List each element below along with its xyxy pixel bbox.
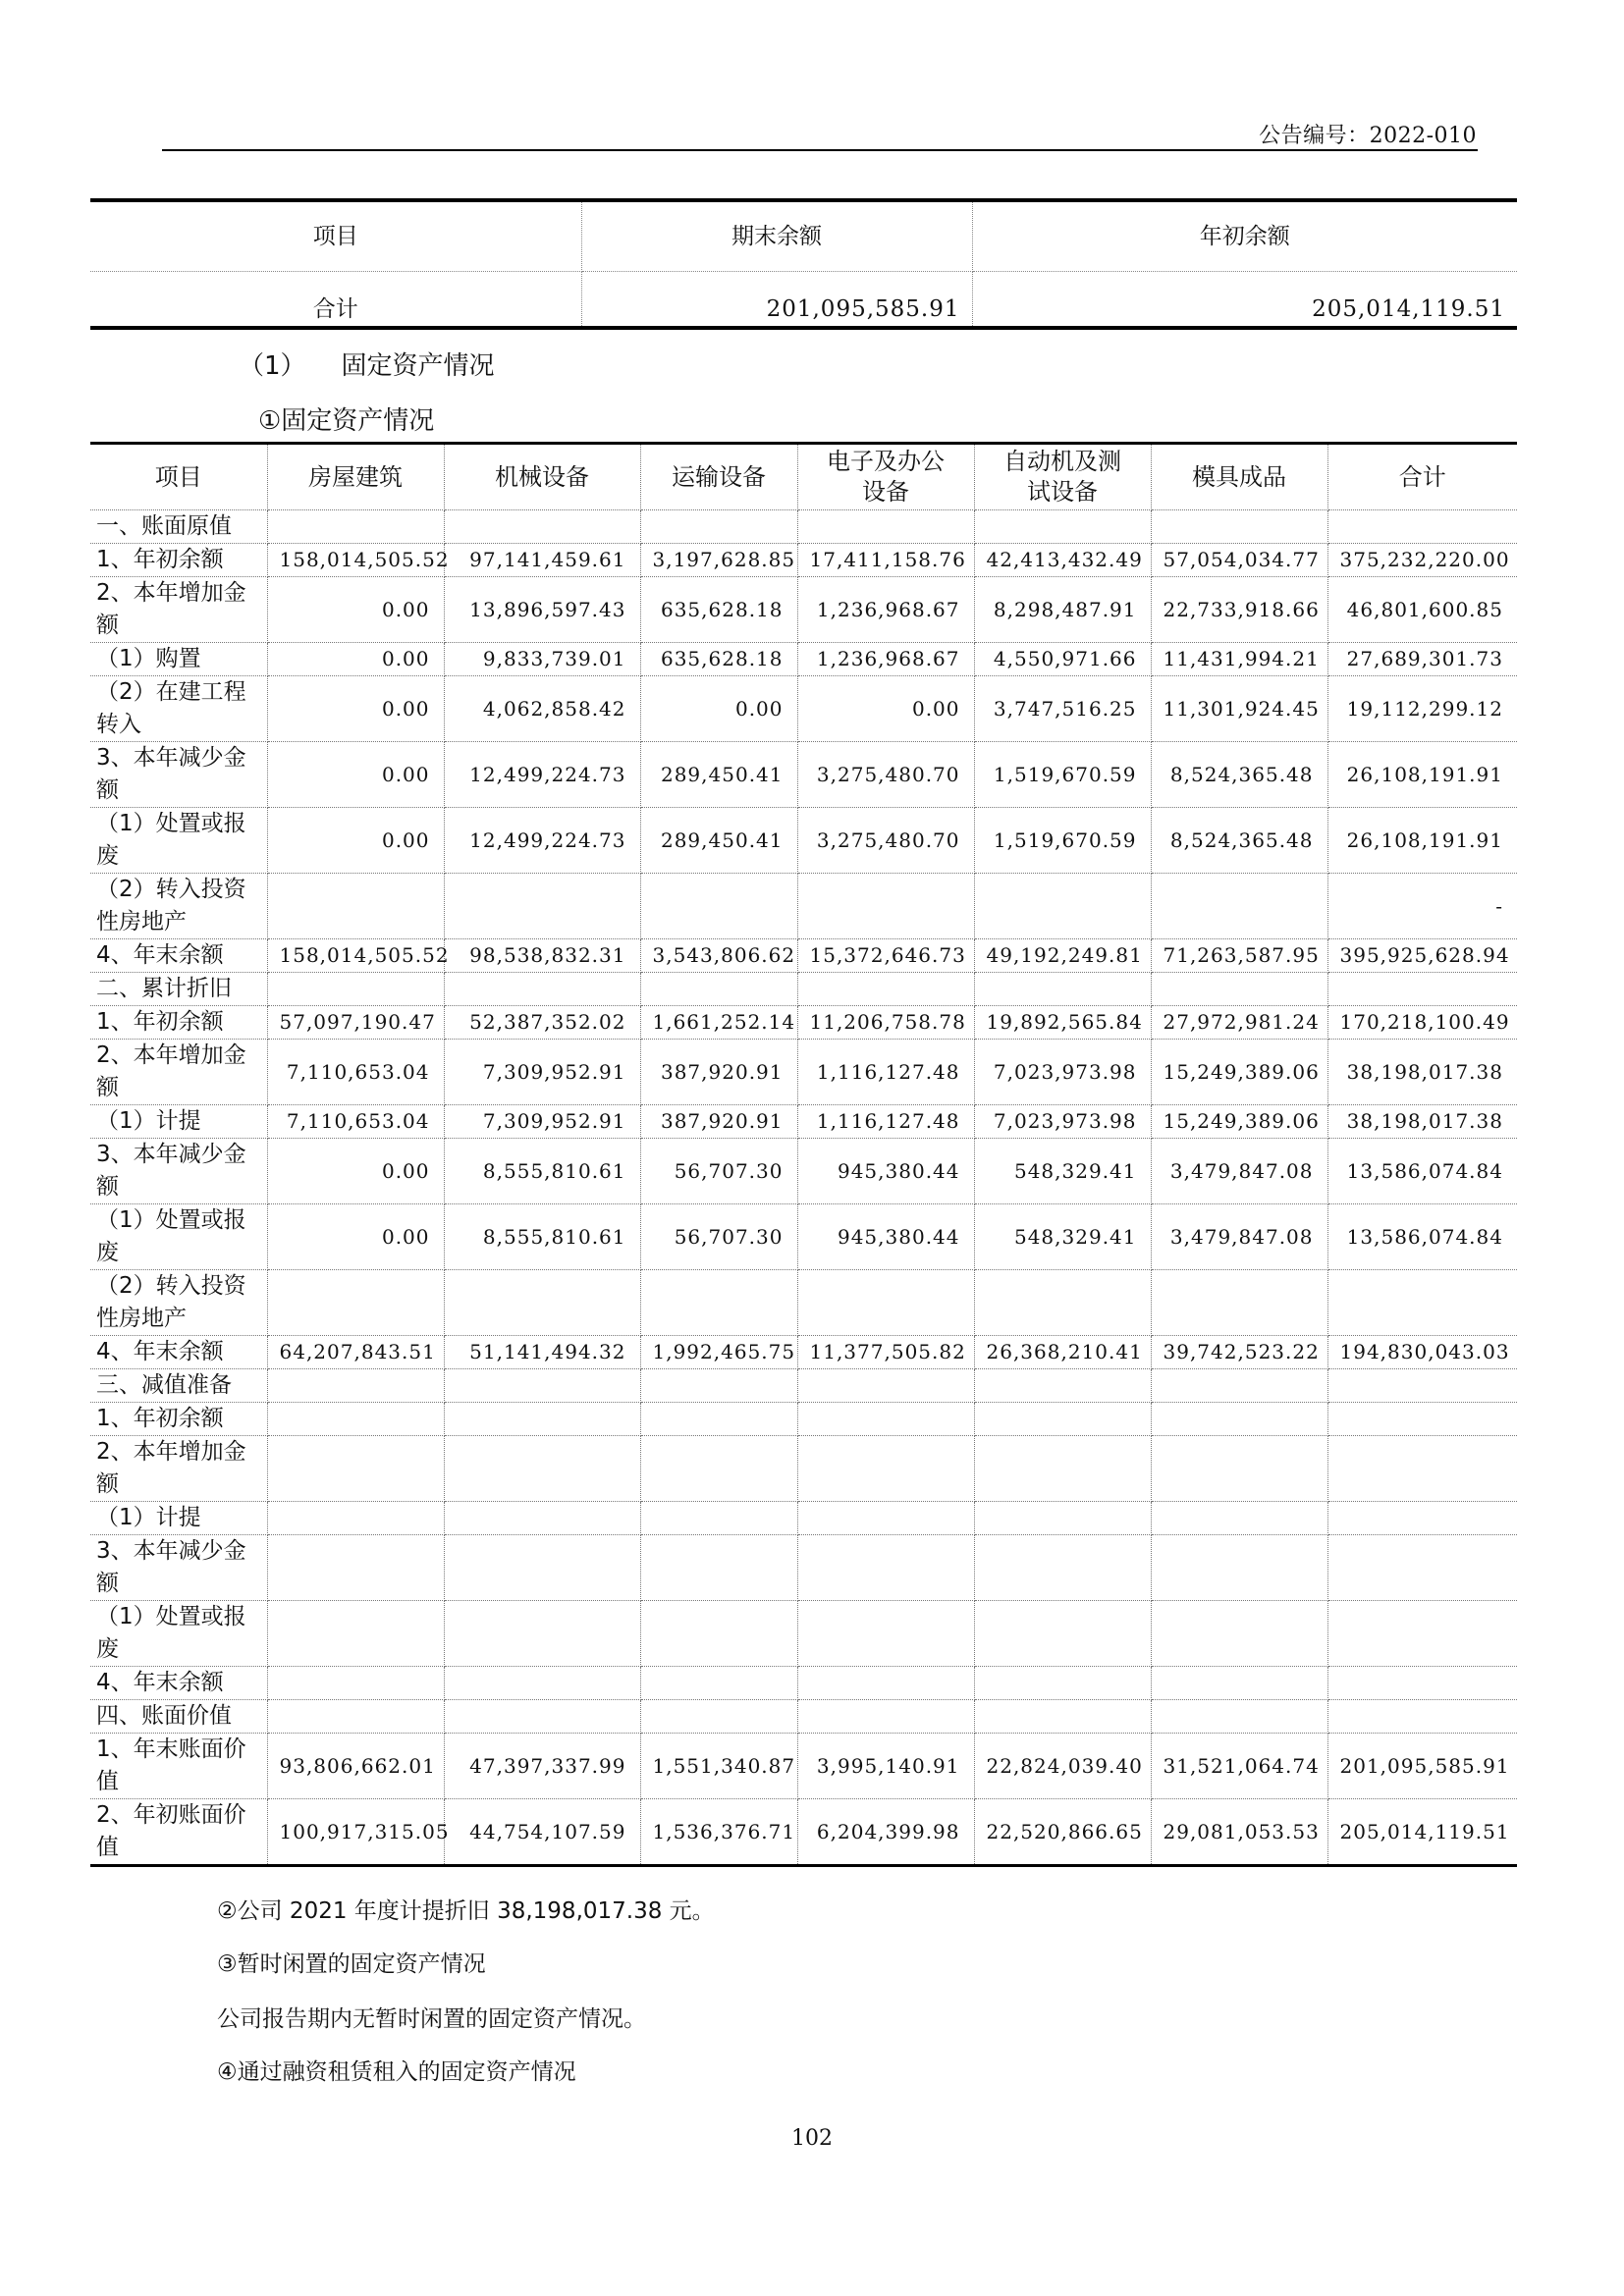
fixed-assets-table [90,442,1517,1867]
table-cell [267,1369,444,1403]
table-cell: 3,275,480.70 [797,808,974,874]
table-cell: 3,543,806.62 [640,939,797,973]
table-cell [797,1436,974,1502]
table-cell [974,1667,1151,1700]
table-cell: 27,689,301.73 [1327,643,1517,676]
section-number: （1） [239,351,306,381]
table-cell: 548,329.41 [974,1204,1151,1270]
summary-header-item: 项目 [90,200,581,272]
table-cell: 0.00 [267,742,444,808]
table-row [90,939,1517,973]
row-label: （1）处置或报废 [90,1204,267,1270]
table-cell: 6,204,399.98 [797,1799,974,1866]
table-cell: 205,014,119.51 [1327,1799,1517,1866]
table-cell: 38,198,017.38 [1327,1105,1517,1139]
table-cell: 39,742,523.22 [1151,1336,1327,1369]
table-cell: 1,519,670.59 [974,742,1151,808]
section-subheading: ①固定资产情况 [258,406,435,436]
table-cell [444,1601,640,1667]
table-row [90,510,1517,544]
table-cell [640,1369,797,1403]
summary-total-label: 合计 [90,272,581,329]
table-cell: 4,550,971.66 [974,643,1151,676]
table-row [90,1270,1517,1336]
row-label: （2）转入投资性房地产 [90,1270,267,1336]
row-label: 1、年初余额 [90,544,267,577]
summary-table [90,198,1517,330]
table-cell: 97,141,459.61 [444,544,640,577]
table-cell [267,1700,444,1734]
table-cell [640,1436,797,1502]
table-cell [1151,1403,1327,1436]
table-cell: 0.00 [267,1139,444,1204]
column-header: 合计 [1327,444,1517,510]
table-row [90,676,1517,742]
table-cell: 3,747,516.25 [974,676,1151,742]
table-cell [267,874,444,939]
table-cell [1327,1535,1517,1601]
table-cell: 548,329.41 [974,1139,1151,1204]
table-cell: 26,108,191.91 [1327,742,1517,808]
table-cell: 945,380.44 [797,1139,974,1204]
table-cell [1327,1369,1517,1403]
table-cell: 98,538,832.31 [444,939,640,973]
row-label: （1）购置 [90,643,267,676]
table-cell [444,1667,640,1700]
table-cell [1327,1270,1517,1336]
row-label: 4、年末余额 [90,1667,267,1700]
table-cell: 22,520,866.65 [974,1799,1151,1866]
table-cell: 8,298,487.91 [974,577,1151,643]
table-cell: 57,054,034.77 [1151,544,1327,577]
table-cell: 15,249,389.06 [1151,1040,1327,1105]
table-cell: 7,023,973.98 [974,1040,1151,1105]
row-label: 3、本年减少金额 [90,742,267,808]
table-cell [1327,1700,1517,1734]
table-cell: 8,555,810.61 [444,1204,640,1270]
table-row [90,1436,1517,1502]
column-header: 运输设备 [640,444,797,510]
table-cell [797,973,974,1006]
table-cell [267,1601,444,1667]
row-label: 2、年初账面价值 [90,1799,267,1866]
table-cell [444,874,640,939]
table-cell: 4,062,858.42 [444,676,640,742]
table-cell [974,1403,1151,1436]
table-cell: 64,207,843.51 [267,1336,444,1369]
table-cell [640,874,797,939]
table-row [90,742,1517,808]
table-cell [797,1667,974,1700]
table-cell: 1,519,670.59 [974,808,1151,874]
column-header: 机械设备 [444,444,640,510]
table-row [90,577,1517,643]
table-cell: 17,411,158.76 [797,544,974,577]
table-cell [974,1436,1151,1502]
table-cell: 201,095,585.91 [1327,1734,1517,1799]
table-cell [974,1535,1151,1601]
row-label: （1）计提 [90,1502,267,1535]
table-row [90,544,1517,577]
table-row [90,1369,1517,1403]
table-cell: 3,479,847.08 [1151,1139,1327,1204]
table-cell [444,1700,640,1734]
summary-header-end: 期末余额 [581,200,972,272]
table-cell [267,1667,444,1700]
row-label: （2）转入投资性房地产 [90,874,267,939]
table-cell [640,1535,797,1601]
table-cell [974,1700,1151,1734]
table-cell [267,1270,444,1336]
table-cell: 0.00 [267,643,444,676]
table-cell: 31,521,064.74 [1151,1734,1327,1799]
table-cell: 1,116,127.48 [797,1040,974,1105]
table-row [90,808,1517,874]
table-cell: 1,116,127.48 [797,1105,974,1139]
table-cell: 44,754,107.59 [444,1799,640,1866]
table-cell: 19,892,565.84 [974,1006,1151,1040]
table-cell: 11,206,758.78 [797,1006,974,1040]
table-cell [1151,1700,1327,1734]
table-cell: 22,824,039.40 [974,1734,1151,1799]
row-label: （1）处置或报废 [90,1601,267,1667]
table-cell: 51,141,494.32 [444,1336,640,1369]
table-cell [640,1601,797,1667]
table-cell [640,1270,797,1336]
table-cell: 52,387,352.02 [444,1006,640,1040]
table-cell: 0.00 [797,676,974,742]
table-cell: 194,830,043.03 [1327,1336,1517,1369]
table-cell: 7,110,653.04 [267,1040,444,1105]
table-cell: 0.00 [267,1204,444,1270]
table-cell [1327,1667,1517,1700]
table-cell: 19,112,299.12 [1327,676,1517,742]
table-cell: 26,368,210.41 [974,1336,1151,1369]
table-cell [974,510,1151,544]
table-cell [974,1601,1151,1667]
note-depreciation: ②公司 2021 年度计提折旧 38,198,017.38 元。 [217,1898,715,1924]
table-cell [444,1502,640,1535]
table-row [90,1336,1517,1369]
table-cell [640,1502,797,1535]
table-cell: 13,896,597.43 [444,577,640,643]
table-row [90,1734,1517,1799]
table-cell: - [1327,874,1517,939]
table-cell [267,1403,444,1436]
table-cell: 93,806,662.01 [267,1734,444,1799]
summary-total-begin: 205,014,119.51 [1312,296,1505,322]
table-cell [267,1535,444,1601]
row-label: （1）计提 [90,1105,267,1139]
row-label: 3、本年减少金额 [90,1139,267,1204]
table-row [90,1105,1517,1139]
table-cell [444,510,640,544]
row-label: 2、本年增加金额 [90,1436,267,1502]
note-idle-none: 公司报告期内无暂时闲置的固定资产情况。 [217,2006,646,2032]
table-cell: 13,586,074.84 [1327,1139,1517,1204]
row-label: 二、累计折旧 [90,973,267,1006]
table-cell: 1,992,465.75 [640,1336,797,1369]
row-label: 2、本年增加金额 [90,577,267,643]
table-cell: 170,218,100.49 [1327,1006,1517,1040]
table-cell: 3,197,628.85 [640,544,797,577]
table-row [90,1601,1517,1667]
table-row [90,1667,1517,1700]
table-cell [444,1535,640,1601]
table-cell [1327,1436,1517,1502]
column-header: 房屋建筑 [267,444,444,510]
table-cell: 27,972,981.24 [1151,1006,1327,1040]
column-header: 模具成品 [1151,444,1327,510]
table-cell [267,510,444,544]
table-cell [1151,874,1327,939]
table-cell: 13,586,074.84 [1327,1204,1517,1270]
table-row [90,1403,1517,1436]
table-cell: 387,920.91 [640,1040,797,1105]
row-label: 4、年末余额 [90,1336,267,1369]
table-cell [974,1502,1151,1535]
table-cell: 7,309,952.91 [444,1105,640,1139]
summary-header-row [90,200,1517,272]
table-cell: 7,309,952.91 [444,1040,640,1105]
row-label: 3、本年减少金额 [90,1535,267,1601]
table-cell [797,1601,974,1667]
table-cell: 0.00 [640,676,797,742]
table-cell [1151,1369,1327,1403]
table-cell [797,1403,974,1436]
table-cell: 1,536,376.71 [640,1799,797,1866]
announcement-number: 公告编号：2022-010 [1259,124,1477,148]
table-cell: 38,198,017.38 [1327,1040,1517,1105]
table-cell [974,973,1151,1006]
table-cell [1327,973,1517,1006]
table-cell: 387,920.91 [640,1105,797,1139]
table-row [90,1700,1517,1734]
table-cell [974,1369,1151,1403]
table-cell [267,1502,444,1535]
table-cell: 0.00 [267,676,444,742]
table-cell [267,973,444,1006]
row-label: 四、账面价值 [90,1700,267,1734]
table-cell: 3,479,847.08 [1151,1204,1327,1270]
table-cell [1151,1502,1327,1535]
table-cell: 71,263,587.95 [1151,939,1327,973]
table-row [90,1502,1517,1535]
table-cell: 945,380.44 [797,1204,974,1270]
table-cell: 9,833,739.01 [444,643,640,676]
table-cell: 8,524,365.48 [1151,742,1327,808]
row-label: （2）在建工程转入 [90,676,267,742]
table-cell: 7,023,973.98 [974,1105,1151,1139]
section-title: 固定资产情况 [341,351,495,381]
table-cell [1151,1436,1327,1502]
note-finance-lease-heading: ④通过融资租赁租入的固定资产情况 [217,2059,576,2085]
table-cell [1327,1403,1517,1436]
table-cell: 158,014,505.52 [267,939,444,973]
table-row [90,1799,1517,1866]
table-cell: 22,733,918.66 [1151,577,1327,643]
table-cell [797,510,974,544]
table-row [90,1535,1517,1601]
table-cell: 11,431,994.21 [1151,643,1327,676]
table-cell: 7,110,653.04 [267,1105,444,1139]
column-header: 电子及办公 设备 [797,444,974,510]
table-cell [1151,1535,1327,1601]
row-label: 一、账面原值 [90,510,267,544]
table-cell [1327,1502,1517,1535]
table-cell: 289,450.41 [640,808,797,874]
summary-total-row [90,272,1517,329]
table-cell: 12,499,224.73 [444,742,640,808]
column-header: 自动机及测 试设备 [974,444,1151,510]
table-cell [444,1369,640,1403]
table-cell: 46,801,600.85 [1327,577,1517,643]
table-cell: 15,372,646.73 [797,939,974,973]
table-row [90,643,1517,676]
table-cell [1151,1270,1327,1336]
table-cell [444,1436,640,1502]
table-cell: 56,707.30 [640,1139,797,1204]
table-cell: 3,275,480.70 [797,742,974,808]
summary-header-begin: 年初余额 [972,200,1517,272]
table-cell: 100,917,315.05 [267,1799,444,1866]
table-cell: 635,628.18 [640,577,797,643]
table-cell: 8,555,810.61 [444,1139,640,1204]
table-cell [640,1700,797,1734]
table-cell [640,1403,797,1436]
table-cell: 158,014,505.52 [267,544,444,577]
table-cell [797,1270,974,1336]
table-cell [640,510,797,544]
table-cell [640,1667,797,1700]
summary-total-end: 201,095,585.91 [581,272,972,329]
table-cell [797,1369,974,1403]
table-cell [444,1270,640,1336]
table-cell [1327,1601,1517,1667]
row-label: 2、本年增加金额 [90,1040,267,1105]
table-cell [640,973,797,1006]
table-cell [974,874,1151,939]
table-row [90,1204,1517,1270]
table-cell [1327,510,1517,544]
table-cell: 635,628.18 [640,643,797,676]
table-cell: 375,232,220.00 [1327,544,1517,577]
table-cell [974,1270,1151,1336]
column-header: 项目 [90,444,267,510]
table-cell: 1,661,252.14 [640,1006,797,1040]
header-divider [162,149,1478,151]
row-label: 1、年初余额 [90,1403,267,1436]
table-cell: 8,524,365.48 [1151,808,1327,874]
table-cell: 26,108,191.91 [1327,808,1517,874]
table-cell [797,874,974,939]
table-cell [1151,1601,1327,1667]
table-cell: 1,551,340.87 [640,1734,797,1799]
table-cell: 1,236,968.67 [797,577,974,643]
row-label: 4、年末余额 [90,939,267,973]
table-row [90,1040,1517,1105]
row-label: 1、年末账面价值 [90,1734,267,1799]
table-cell: 0.00 [267,808,444,874]
table-row [90,973,1517,1006]
table-cell [444,973,640,1006]
table-cell: 0.00 [267,577,444,643]
table-cell: 3,995,140.91 [797,1734,974,1799]
table-cell: 12,499,224.73 [444,808,640,874]
table-cell [1151,973,1327,1006]
table-cell [1151,1667,1327,1700]
table-cell: 1,236,968.67 [797,643,974,676]
row-label: 三、减值准备 [90,1369,267,1403]
row-label: （1）处置或报废 [90,808,267,874]
page-number: 102 [791,2126,833,2151]
table-cell [797,1535,974,1601]
table-cell: 395,925,628.94 [1327,939,1517,973]
table-row [90,1139,1517,1204]
table-cell: 57,097,190.47 [267,1006,444,1040]
table-cell: 49,192,249.81 [974,939,1151,973]
table-cell: 289,450.41 [640,742,797,808]
table-cell: 15,249,389.06 [1151,1105,1327,1139]
fixed-assets-header-row [90,444,1517,510]
table-cell: 11,301,924.45 [1151,676,1327,742]
table-cell: 56,707.30 [640,1204,797,1270]
table-cell [267,1436,444,1502]
note-idle-heading: ③暂时闲置的固定资产情况 [217,1951,486,1977]
table-cell: 42,413,432.49 [974,544,1151,577]
table-cell [1151,510,1327,544]
table-cell [444,1403,640,1436]
table-row [90,1006,1517,1040]
section-heading [239,346,530,382]
table-row [90,874,1517,939]
table-cell: 29,081,053.53 [1151,1799,1327,1866]
row-label: 1、年初余额 [90,1006,267,1040]
table-cell [797,1700,974,1734]
table-cell: 47,397,337.99 [444,1734,640,1799]
table-cell [797,1502,974,1535]
table-cell: 11,377,505.82 [797,1336,974,1369]
